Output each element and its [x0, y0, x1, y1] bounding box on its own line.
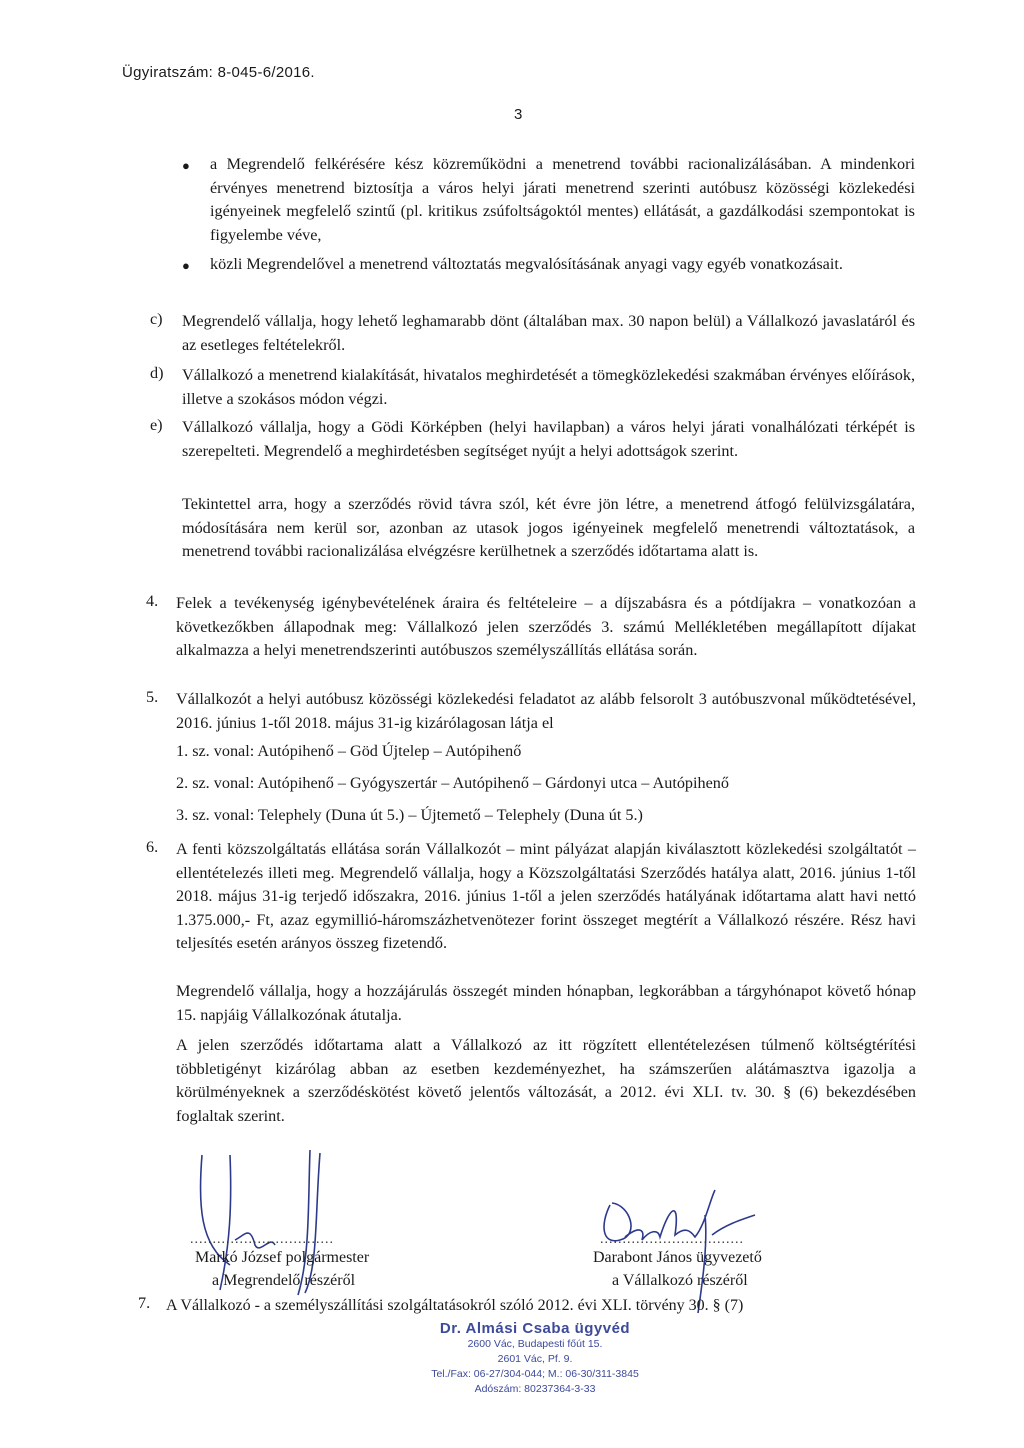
item-e-text: Vállalkozó vállalja, hogy a Gödi Körképben (helyi havilapban) a város helyi járati vonalhálózati térképét is szerepelteti. Megrendelő a meghirdetésben segítséget nyújt a helyi adottságok szerint.: [182, 418, 915, 460]
signature-line-left: ................................: [190, 1232, 334, 1247]
item-d-text: Vállalkozó a menetrend kialakítását, hivatalos meghirdetését a tömegközlekedési szakmában érvényes előírások, illetve a szokásos módon végzi.: [182, 366, 915, 408]
stamp-tax-number: Adószám: 80237364-3-33: [474, 1383, 596, 1395]
bullet-item: a Megrendelő felkérésére kész közreműködni a menetrend további racionalizálásában. A mindenkori érvényes menetrend biztosítja a város helyi járati menetrend szerinti autóbusz közösségi közlekedési igényeinek megfelelő szintű (pl. kritikus zsúfoltságoktól mentes) ellátását, a gazdálkodási szempontokat is figyelembe véve,: [210, 155, 915, 244]
section-4-text: Felek a tevékenység igénybevételének áraira és feltételeire – a díjszabásra és a pótdíjakra – vonatkozóan a következőkben állapodnak meg: Vállalkozó jelen szerződés 3. számú Mellékletében megállapított díjakat alkalmazza a helyi menetrendszerinti autóbuszos személyszállítás ellátása során.: [176, 594, 916, 659]
stamp-title: Dr. Almási Csaba ügyvéd: [439, 1320, 631, 1337]
section-6-text: A fenti közszolgáltatás ellátása során Vállalkozót – mint pályázat alapján kiválasztott közlekedési szolgáltatót – ellentételezés illeti meg. Megrendelő vállalja, hogy a Közszolgáltatási Szerződés hatálya alatt, 2016. június 1-től 2018. május 31-ig terjedő időszakra, 2016. június 1-től a jelen szerződés hatályának időtartama alatt havi nettó 1.375.000,- Ft, azaz egymillió-háromszázhetvenötezer forint összeget megtérít a Vállalkozó részére. Rész havi teljesítés esetén arányos összeg fizetendő.: [176, 840, 916, 952]
signer-left-role: a Megrendelő részéről: [212, 1272, 356, 1289]
stamp-po-box: 2601 Vác, Pf. 9.: [497, 1353, 573, 1365]
signer-left-name: Markó József polgármester: [195, 1249, 370, 1266]
item-c-marker: c): [150, 310, 163, 328]
section-6-paragraph-2: Megrendelő vállalja, hogy a hozzájárulás összegét minden hónapban, legkorábban a tárgyhónapot követő hónap 15. napjáig Vállalkozónak átutalja.: [176, 982, 916, 1024]
lawyer-stamp: [390, 1320, 680, 1397]
route-line: 2. sz. vonal: Autópihenő – Gyógyszertár – Autópihenő – Gárdonyi utca – Autópihenő: [176, 774, 729, 792]
item-e-paragraph: Tekintettel arra, hogy a szerződés rövid távra szól, két évre jön létre, a menetrend átfogó felülvizsgálatára, módosítására nem kerül sor, azonban az utasok jogos igényeinek megfelelő menetrendi változtatások, a menetrend további racionalizálása elvégzésre kerülhetnek a szerződés időtartama alatt is.: [182, 495, 915, 560]
bullet-icon: ●: [182, 258, 190, 273]
section-7-text: A Vállalkozó - a személyszállítási szolgáltatásokról szóló 2012. évi XLI. törvény 30. § (7): [166, 1297, 744, 1314]
stamp-address: 2600 Vác, Budapesti főút 15.: [467, 1338, 603, 1350]
route-line: 1. sz. vonal: Autópihenő – Göd Újtelep – Autópihenő: [176, 742, 522, 760]
item-e-marker: e): [150, 416, 163, 434]
stamp-phone: Tel./Fax: 06-27/304-044; M.: 06-30/311-3845: [431, 1368, 639, 1380]
case-number: Ügyiratszám: 8-045-6/2016.: [122, 64, 315, 81]
signature-line-right: ................................: [600, 1232, 744, 1247]
page-number: 3: [514, 106, 523, 123]
section-5-text: Vállalkozót a helyi autóbusz közösségi közlekedési feladatot az alább felsorolt 3 autóbuszvonal működtetésével, 2016. június 1-től 2018. május 31-ig kizárólagosan látja el: [176, 690, 916, 732]
section-4-marker: 4.: [146, 592, 159, 610]
section-6-marker: 6.: [146, 838, 159, 856]
item-d-marker: d): [150, 364, 164, 382]
section-7-marker: 7.: [138, 1294, 151, 1312]
section-6-paragraph-3: A jelen szerződés időtartama alatt a Vállalkozó az itt rögzített ellentételezésen túlmenő költségtérítési többletigényt kizárólag abban az esetben kezdeményezhet, ha számszerűen alátámasztva igazolja a körülményeknek a szerződéskötést követő jelentős változását, a 2012. évi XLI. tv. 30. § (6) bekezdésében foglaltak szerint.: [176, 1036, 916, 1125]
route-line: 3. sz. vonal: Telephely (Duna út 5.) – Újtemető – Telephely (Duna út 5.): [176, 806, 643, 824]
section-5-marker: 5.: [146, 688, 159, 706]
bullet-item: közli Megrendelővel a menetrend változtatás megvalósításának anyagi vagy egyéb vonatkozásait.: [210, 255, 843, 273]
bullet-icon: ●: [182, 158, 190, 173]
item-c-text: Megrendelő vállalja, hogy lehető leghamarabb dönt (általában max. 30 napon belül) a Vállalkozó javaslatáról és az esetleges feltételekről.: [182, 312, 915, 354]
signer-right-name: Darabont János ügyvezető: [593, 1249, 762, 1266]
signer-right-role: a Vállalkozó részéről: [612, 1272, 748, 1289]
